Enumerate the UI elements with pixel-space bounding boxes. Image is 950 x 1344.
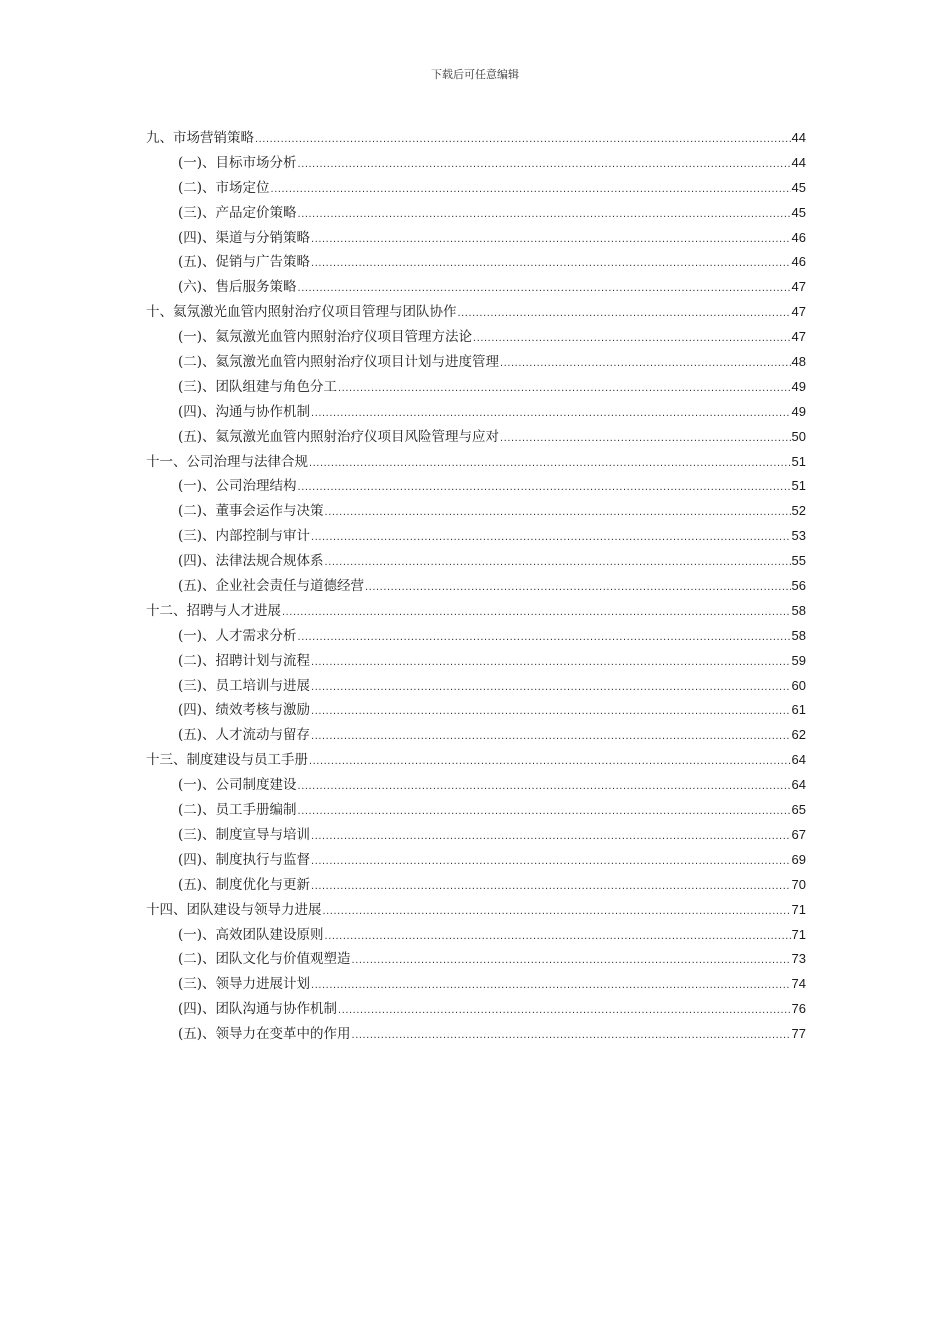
toc-section-entry[interactable] <box>146 275 806 300</box>
toc-section-entry[interactable] <box>146 375 806 400</box>
toc-dot-leader <box>311 525 790 550</box>
toc-section-entry[interactable] <box>146 400 806 425</box>
toc-dot-leader <box>311 699 790 724</box>
toc-dot-leader <box>311 849 790 874</box>
toc-entry-label: (四)、渠道与分销策略 <box>178 229 311 246</box>
toc-section-entry[interactable] <box>146 997 806 1022</box>
toc-page-number: 51 <box>791 478 806 494</box>
toc-dot-leader <box>298 774 791 799</box>
toc-page-number: 64 <box>791 777 806 793</box>
toc-chapter-entry[interactable] <box>146 748 806 773</box>
toc-page-number: 52 <box>791 503 806 519</box>
toc-dot-leader <box>311 401 790 426</box>
toc-dot-leader <box>500 351 790 376</box>
toc-entry-label: 十一、公司治理与法律合规 <box>146 453 308 470</box>
toc-entry-label: 十三、制度建设与员工手册 <box>146 752 308 769</box>
toc-dot-leader <box>338 998 790 1023</box>
toc-entry-label: (三)、制度宣导与培训 <box>178 826 311 843</box>
toc-page-number: 44 <box>791 130 806 145</box>
toc-entry-label: (三)、团队组建与角色分工 <box>178 378 338 395</box>
toc-dot-leader <box>352 1023 791 1048</box>
toc-page-number: 71 <box>791 901 806 917</box>
toc-entry-label: (五)、制度优化与更新 <box>178 876 311 893</box>
toc-section-entry[interactable] <box>146 524 806 549</box>
toc-page-number: 45 <box>791 179 806 195</box>
toc-dot-leader <box>311 973 790 998</box>
toc-page-number: 69 <box>791 851 806 867</box>
toc-section-entry[interactable] <box>146 1022 806 1047</box>
toc-page-number: 47 <box>791 304 806 320</box>
toc-section-entry[interactable] <box>146 649 806 674</box>
toc-page-number: 65 <box>791 802 806 818</box>
toc-page-number: 67 <box>791 826 806 842</box>
toc-page-number: 70 <box>791 876 806 892</box>
toc-entry-label: (五)、促销与广告策略 <box>178 254 311 271</box>
toc-section-entry[interactable] <box>146 549 806 574</box>
toc-dot-leader <box>458 301 791 326</box>
toc-dot-leader <box>298 202 791 227</box>
toc-dot-leader <box>271 177 791 202</box>
toc-dot-leader <box>311 874 790 899</box>
toc-section-entry[interactable] <box>146 499 806 524</box>
toc-page-number: 44 <box>791 154 806 170</box>
toc-section-entry[interactable] <box>146 848 806 873</box>
toc-entry-label: (三)、领导力进展计划 <box>178 976 311 993</box>
toc-dot-leader <box>311 227 790 252</box>
toc-page-number: 48 <box>791 354 806 370</box>
toc-dot-leader <box>500 426 790 451</box>
toc-dot-leader <box>311 650 790 675</box>
toc-entry-label: (一)、公司治理结构 <box>178 478 297 495</box>
toc-entry-label: (一)、氦氖激光血管内照射治疗仪项目管理方法论 <box>178 329 473 346</box>
toc-section-entry[interactable] <box>146 474 806 499</box>
toc-entry-label: (五)、企业社会责任与道德经营 <box>178 578 365 595</box>
toc-entry-label: (一)、高效团队建设原则 <box>178 926 324 943</box>
toc-page-number: 49 <box>791 403 806 419</box>
toc-dot-leader <box>325 500 791 525</box>
toc-page-number: 47 <box>791 279 806 295</box>
toc-section-entry[interactable] <box>146 325 806 350</box>
toc-page-number: 62 <box>791 727 806 743</box>
toc-entry-label: (一)、人才需求分析 <box>178 627 297 644</box>
toc-entry-label: (四)、团队沟通与协作机制 <box>178 1001 338 1018</box>
toc-entry-label: (三)、产品定价策略 <box>178 204 297 221</box>
toc-page-number: 64 <box>791 752 806 768</box>
toc-dot-leader <box>365 575 790 600</box>
toc-page-number: 58 <box>791 602 806 618</box>
toc-section-entry[interactable] <box>146 151 806 176</box>
toc-entry-label: 十二、招聘与人才进展 <box>146 602 281 619</box>
toc-section-entry[interactable] <box>146 624 806 649</box>
toc-section-entry[interactable] <box>146 574 806 599</box>
toc-entry-label: (四)、沟通与协作机制 <box>178 403 311 420</box>
toc-section-entry[interactable] <box>146 425 806 450</box>
toc-section-entry[interactable] <box>146 176 806 201</box>
toc-dot-leader <box>298 799 791 824</box>
toc-section-entry[interactable] <box>146 350 806 375</box>
toc-entry-label: (一)、目标市场分析 <box>178 154 297 171</box>
toc-section-entry[interactable] <box>146 723 806 748</box>
toc-dot-leader <box>311 251 790 276</box>
toc-section-entry[interactable] <box>146 773 806 798</box>
toc-page-number: 73 <box>791 951 806 967</box>
toc-dot-leader <box>473 326 790 351</box>
toc-entry-label: (四)、制度执行与监督 <box>178 851 311 868</box>
toc-entry-label: (二)、招聘计划与流程 <box>178 652 311 669</box>
toc-section-entry[interactable] <box>146 250 806 275</box>
toc-entry-label: (二)、氦氖激光血管内照射治疗仪项目计划与进度管理 <box>178 354 500 371</box>
toc-entry-label: (二)、团队文化与价值观塑造 <box>178 951 351 968</box>
toc-entry-label: (四)、绩效考核与激励 <box>178 702 311 719</box>
toc-entry-label: (一)、公司制度建设 <box>178 777 297 794</box>
toc-entry-label: (四)、法律法规合规体系 <box>178 553 324 570</box>
toc-chapter-entry[interactable] <box>146 450 806 475</box>
toc-page-number: 59 <box>791 652 806 668</box>
toc-entry-label: (二)、董事会运作与决策 <box>178 503 324 520</box>
toc-dot-leader <box>311 724 790 749</box>
toc-page-number: 76 <box>791 1001 806 1017</box>
toc-dot-leader <box>298 625 791 650</box>
toc-section-entry[interactable] <box>146 873 806 898</box>
toc-page-number: 53 <box>791 528 806 544</box>
toc-page-number: 55 <box>791 553 806 569</box>
toc-entry-label: (三)、内部控制与审计 <box>178 528 311 545</box>
toc-page-number: 47 <box>791 329 806 345</box>
toc-chapter-entry[interactable] <box>146 599 806 624</box>
toc-page-number: 46 <box>791 229 806 245</box>
toc-section-entry[interactable] <box>146 798 806 823</box>
toc-section-entry[interactable] <box>146 201 806 226</box>
toc-section-entry[interactable] <box>146 947 806 972</box>
toc-dot-leader <box>352 948 791 973</box>
table-of-contents <box>146 126 806 1047</box>
toc-entry-label: (二)、市场定位 <box>178 179 270 196</box>
toc-dot-leader <box>309 451 791 476</box>
toc-dot-leader <box>325 550 791 575</box>
toc-page-number: 60 <box>791 677 806 693</box>
toc-dot-leader <box>338 376 790 401</box>
toc-page-number: 51 <box>791 453 806 469</box>
toc-page-number: 58 <box>791 627 806 643</box>
toc-page-number: 61 <box>791 702 806 718</box>
toc-page-number: 56 <box>791 578 806 594</box>
toc-dot-leader <box>298 475 791 500</box>
toc-entry-label: (二)、员工手册编制 <box>178 802 297 819</box>
toc-entry-label: 十、氦氖激光血管内照射治疗仪项目管理与团队协作 <box>146 304 457 321</box>
toc-section-entry[interactable] <box>146 226 806 251</box>
toc-page-number: 45 <box>791 204 806 220</box>
toc-dot-leader <box>255 127 791 152</box>
toc-section-entry[interactable] <box>146 923 806 948</box>
toc-dot-leader <box>298 276 791 301</box>
toc-dot-leader <box>323 899 791 924</box>
toc-dot-leader <box>298 152 791 177</box>
toc-chapter-entry[interactable] <box>146 126 806 151</box>
toc-dot-leader <box>311 824 790 849</box>
toc-entry-label: 九、市场营销策略 <box>146 130 254 146</box>
toc-entry-label: (六)、售后服务策略 <box>178 279 297 296</box>
toc-page-number: 74 <box>791 976 806 992</box>
toc-entry-label: (五)、氦氖激光血管内照射治疗仪项目风险管理与应对 <box>178 428 500 445</box>
toc-dot-leader <box>309 749 791 774</box>
toc-section-entry[interactable] <box>146 698 806 723</box>
toc-entry-label: (五)、人才流动与留存 <box>178 727 311 744</box>
toc-entry-label: (三)、员工培训与进展 <box>178 677 311 694</box>
toc-page-number: 49 <box>791 378 806 394</box>
toc-dot-leader <box>311 675 790 700</box>
toc-section-entry[interactable] <box>146 823 806 848</box>
page-header: 下载后可任意编辑 <box>431 68 519 81</box>
toc-entry-label: (五)、领导力在变革中的作用 <box>178 1026 351 1043</box>
toc-page-number: 77 <box>791 1026 806 1042</box>
toc-dot-leader <box>282 600 791 625</box>
toc-section-entry[interactable] <box>146 674 806 699</box>
toc-chapter-entry[interactable] <box>146 898 806 923</box>
toc-entry-label: 十四、团队建设与领导力进展 <box>146 901 322 918</box>
toc-page-number: 50 <box>791 428 806 444</box>
toc-page-number: 46 <box>791 254 806 270</box>
toc-page-number: 71 <box>791 926 806 942</box>
toc-dot-leader <box>325 924 791 949</box>
toc-section-entry[interactable] <box>146 972 806 997</box>
toc-chapter-entry[interactable] <box>146 300 806 325</box>
